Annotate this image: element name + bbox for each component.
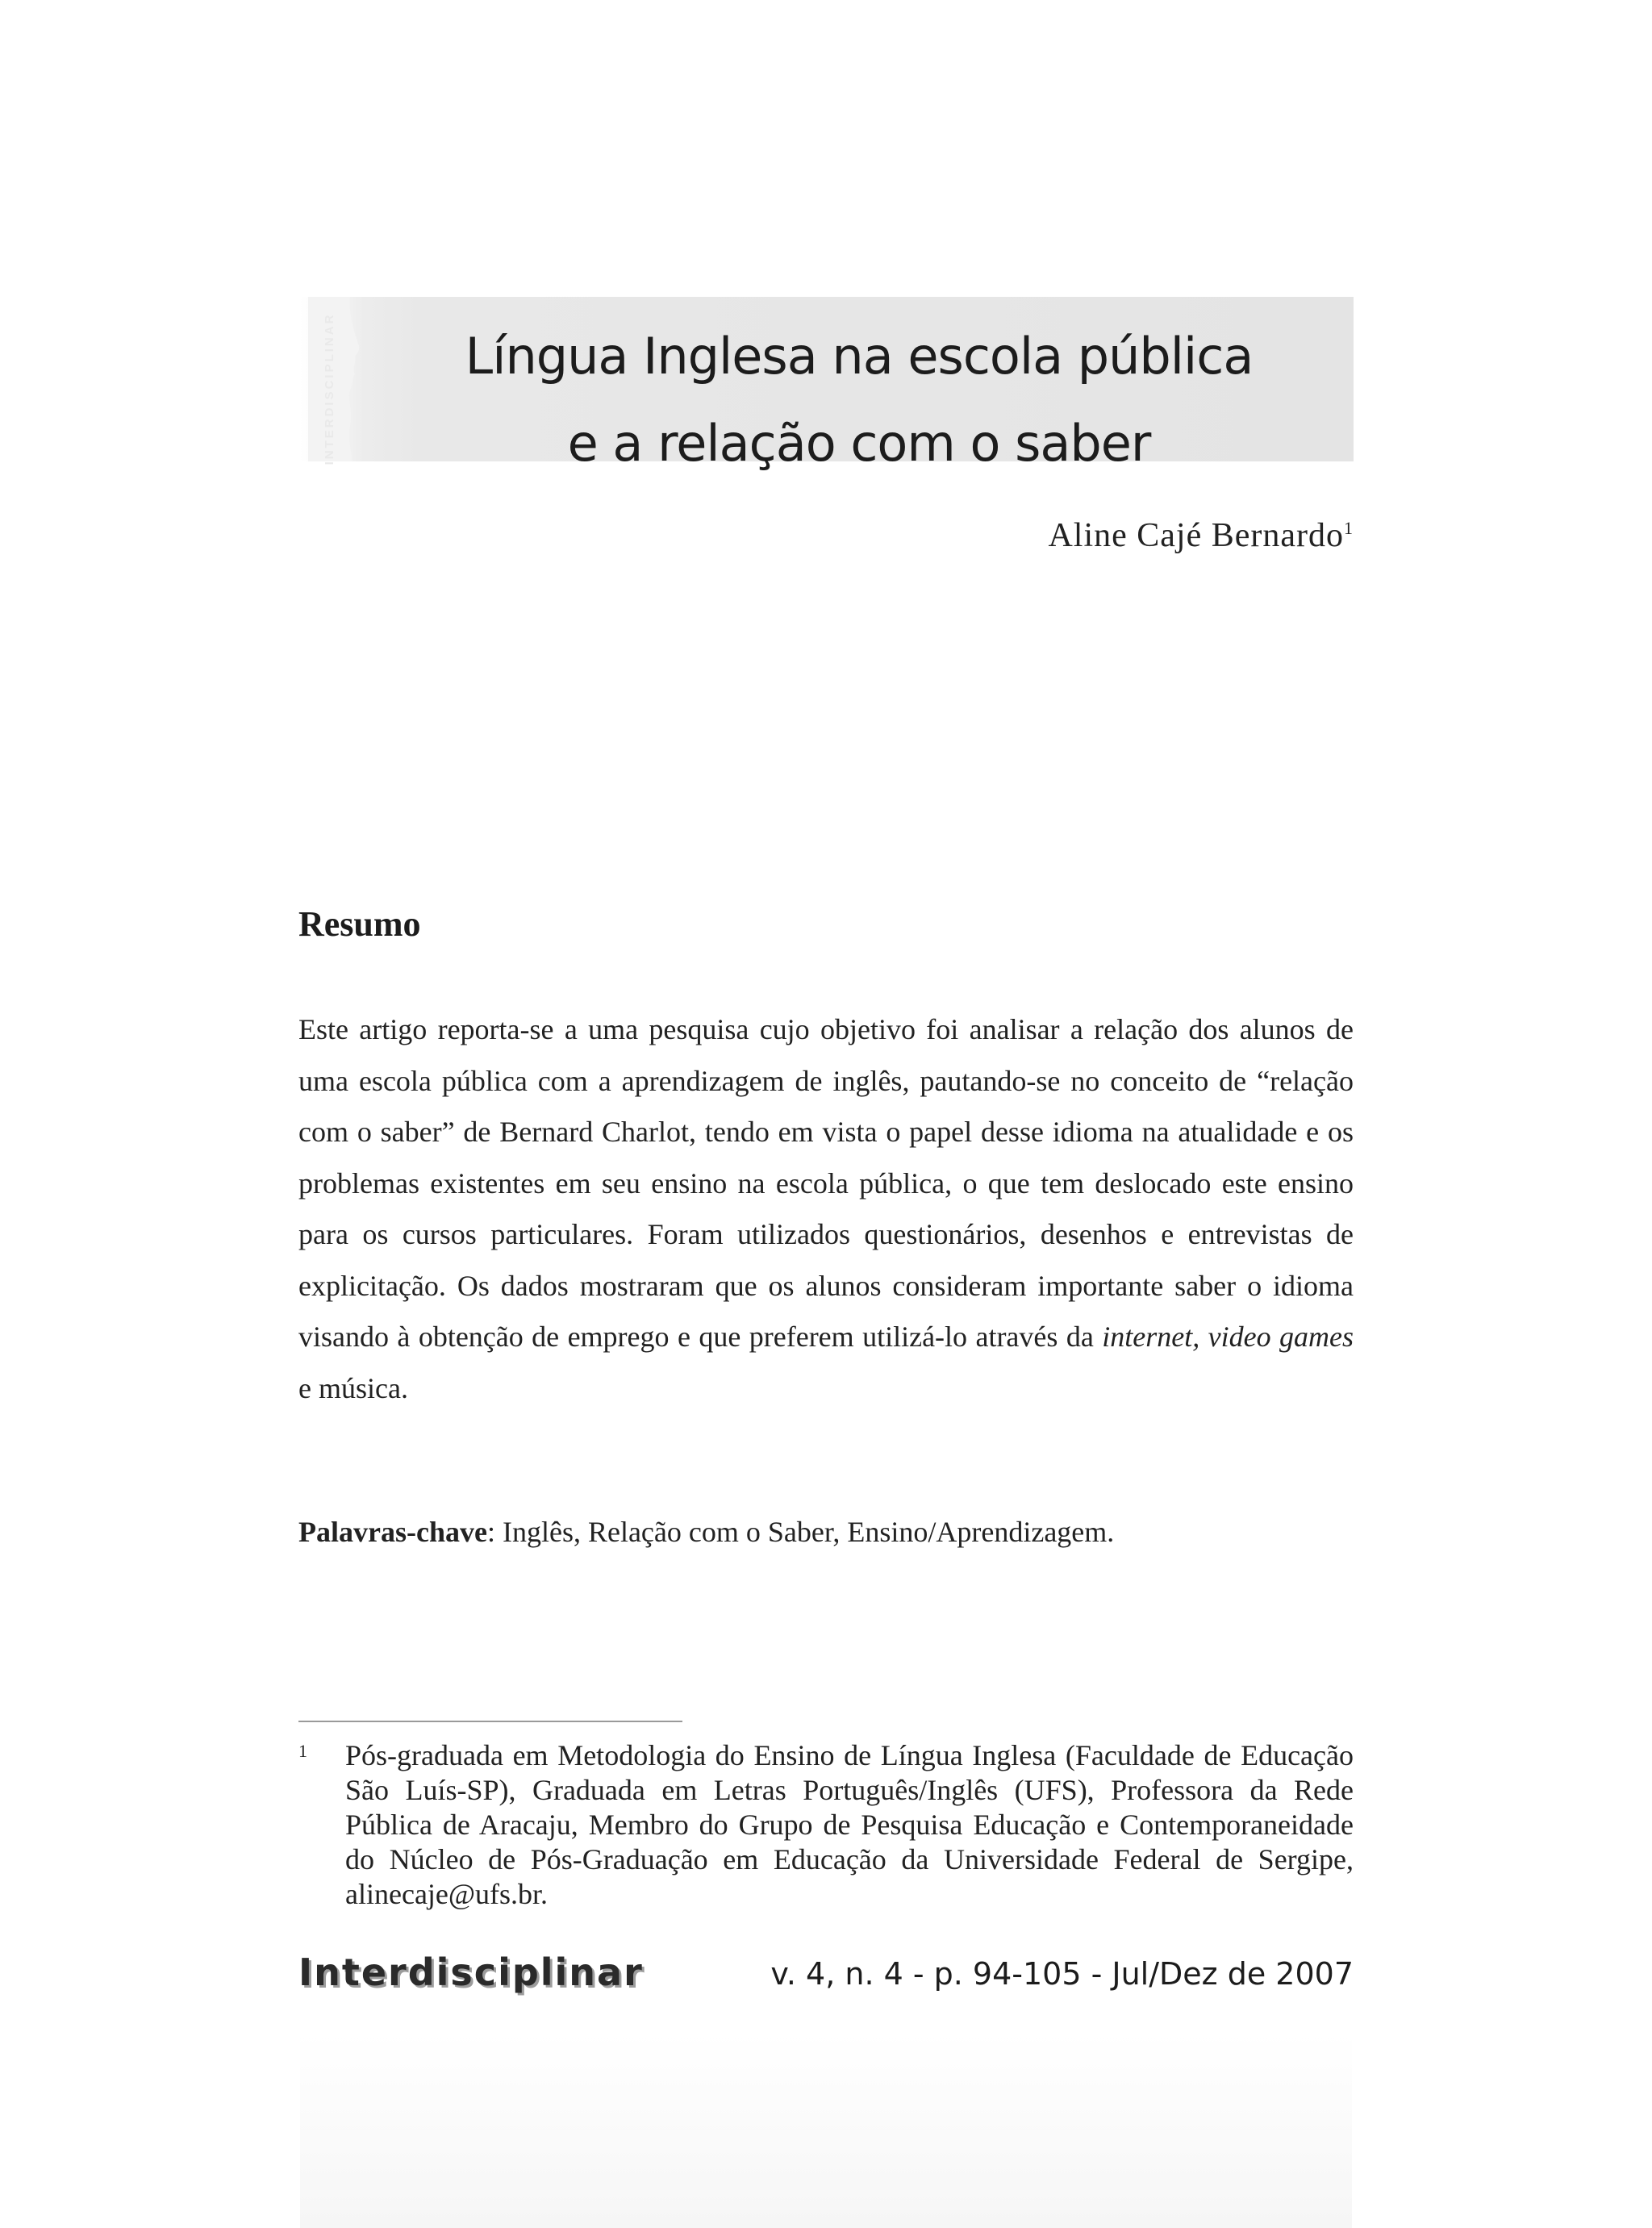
abstract-text-end: e música. [298, 1371, 408, 1404]
title-line-2: e a relação com o saber [567, 414, 1151, 473]
footnote-mark: 1 [298, 1741, 307, 1761]
article-title [365, 313, 1354, 487]
footnote-divider [298, 1721, 682, 1722]
keywords-separator: : [486, 1516, 495, 1548]
abstract-body [298, 1004, 1354, 1414]
band-vertical-label: INTERDISCIPLINAR [323, 312, 336, 465]
author-line [1048, 516, 1354, 555]
title-line-1: Língua Inglesa na escola pública [465, 327, 1254, 386]
abstract-text: Este artigo reporta-se a uma pesquisa cujo objetivo foi analisar a relação dos alunos de uma escola pública com a aprendizagem de inglês, pautando-se no conceito de “relação com o saber” de Bernard Charlot, tendo em vista o papel desse idioma na atualidade e os problemas existentes em seu ensino na escola pública, o que tem deslocado este ensino para os cursos particulares. Foram utilizados questionários, desenhos e entrevistas de explicitação. Os dados mostraram que os alunos consideram importante saber o idioma visando à obtenção de emprego e que preferem utilizá-lo através da [298, 1013, 1354, 1353]
keywords-line [298, 1515, 1354, 1549]
keywords-label: Palavras-chave [298, 1516, 487, 1548]
abstract-italic-terms: internet, video games [1102, 1321, 1354, 1353]
author-name: Aline Cajé Bernardo [1048, 517, 1344, 554]
author-footnote-ref: 1 [1344, 518, 1354, 538]
abstract-heading: Resumo [298, 904, 421, 944]
keywords-list: Inglês, Relação com o Saber, Ensino/Aprendizagem. [494, 1516, 1115, 1548]
footnote-text: Pós-graduada em Metodologia do Ensino de Língua Inglesa (Faculdade de Educação São Luís-SP), Graduada em Letras Português/Inglês (UFS), Professora da Rede Pública de Aracaju, Membro do Grupo de Pesquisa Educação e Contemporaneidade do Núcleo de Pós-Graduação em Educação da Universidade Federal de Sergipe, alinecaje@ufs.br. [345, 1739, 1354, 1910]
citation-info: v. 4, n. 4 - p. 94-105 - Jul/Dez de 2007 [770, 1956, 1354, 1992]
journal-name: Interdisciplinar [298, 1951, 644, 1994]
page-bottom-shading [300, 2033, 1352, 2228]
